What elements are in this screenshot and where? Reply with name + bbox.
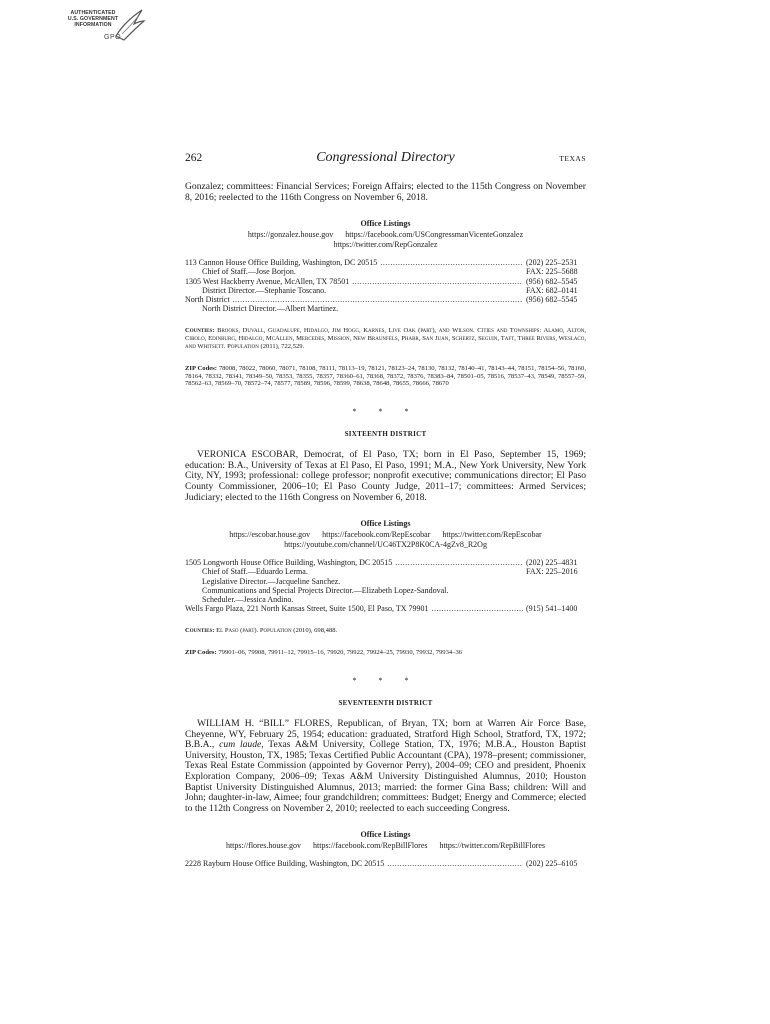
flores-twitter-link[interactable]: https://twitter.com/RepBillFlores xyxy=(439,841,546,851)
gonzalez-counties xyxy=(185,327,586,350)
escobar-youtube-link[interactable]: https://youtube.com/channel/UC46TX2P8K0CA-4gZv8_R2Og xyxy=(284,540,487,550)
listing-row xyxy=(185,595,586,604)
escobar-office-listings-heading: Office Listings xyxy=(360,519,411,529)
listing-row xyxy=(185,267,586,276)
gonzalez-website-link[interactable]: https://gonzalez.house.gov xyxy=(247,230,334,240)
listing-fax: FAX: 225–5688 xyxy=(526,267,578,277)
flores-links xyxy=(185,841,586,851)
listing-staff: Chief of Staff.—Jose Borjon. xyxy=(202,267,296,277)
listing-row xyxy=(185,295,586,304)
leader-dots xyxy=(233,295,523,304)
listing-staff: Legislative Director.—Jacqueline Sanchez. xyxy=(202,576,341,586)
counties-text: Brooks, Duvall, Guadalupe, Hidalgo, Jim Hogg, Karnes, Live Oak (part), and Wilson. Cities and Townships: Alamo, Alton, Cibolo, Edinburg, Hidalgo, McAllen, Mercedes, Mission, New Braunfels, Pharr, San Juan, Schertz, Seguin, Taft, Three Rivers, Weslaco, and Whitsett. Population (2011), 722,529. xyxy=(185,327,587,350)
flores-bio-part-1: WILLIAM H. “BILL” FLORES, Republican, of Bryan, TX; born at Warren Air Force Base, Cheyenne, WY, February 25, 1954; education: graduated, Stratford High School, Stratford, TX, 1972; B.B.A., xyxy=(185,717,586,751)
listing-address: 1305 West Hackberry Avenue, McAllen, TX 78501 xyxy=(185,276,350,286)
flores-office-listings xyxy=(185,859,586,868)
listing-row xyxy=(185,558,586,567)
running-header xyxy=(185,150,586,168)
section-separator: * * * xyxy=(352,675,419,685)
leader-dots xyxy=(395,558,523,567)
escobar-twitter-link[interactable]: https://twitter.com/RepEscobar xyxy=(442,530,542,540)
zip-text: 78008, 78022, 78060, 78071, 78108, 78111, 78113–19, 78121, 78123–24, 78130, 78132, 78140–41, 78143–44, 78151, 78154–56, 78160, 78164, 78332, 78341, 78349–50, 78353, 78355, 78357, 78360–61, 78368, 78372, 78376, 78383–84, 78501–05, 78516, 78537–43, 78549, 78557–59, 78562–63, 78569–70, 78572–74, 78577, 78589, 78596, 78599, 78638, 78648, 78655, 78666, 78670 xyxy=(185,364,586,388)
listing-row xyxy=(185,567,586,576)
listing-staff: District Director.—Stephanie Toscano. xyxy=(202,285,327,295)
flores-bio-part-2: , Texas A&M University, College Station, TX, 1976; M.B.A., Houston Baptist University, Houston, TX, 1985; Texas Certified Public Accountant (CPA), 1978–present; commissioner, Texas Real Estate Commission (appointed by Governor Perry), 2004–09; CEO and president, Phoenix Exploration Company, 2006–09; Texas A&M University Distinguished Alumnus, 2010; Houston Baptist University Distinguished Alumnus, 2013; married: the former Gina Bass; children: Will and John; daughter-in-law, Aimee; four grandchildren; committees: Budget; Energy and Commerce; elected to the 112th Congress on November 2, 2010; reelected to each succeeding Congress. xyxy=(185,739,586,814)
gonzalez-zip-codes xyxy=(185,365,586,388)
gonzalez-links xyxy=(185,230,586,250)
seal-line-2: U.S. GOVERNMENT xyxy=(67,16,119,22)
escobar-website-link[interactable]: https://escobar.house.gov xyxy=(229,530,311,540)
leader-dots xyxy=(431,604,523,613)
listing-row xyxy=(185,286,586,295)
leader-dots xyxy=(380,258,523,267)
counties-text: El Paso (part). Population (2010), 698,488. xyxy=(216,627,338,635)
counties-label: Counties: xyxy=(185,627,215,635)
zip-text: 79901–06, 79908, 79911–12, 79915–16, 79920, 79922, 79924–25, 79930, 79932, 79934–36 xyxy=(218,649,463,657)
leader-dots xyxy=(352,277,523,286)
gonzalez-office-listings-heading: Office Listings xyxy=(360,219,411,229)
listing-phone: (956) 682–5545 xyxy=(526,276,578,286)
listing-row xyxy=(185,277,586,286)
flores-website-link[interactable]: https://flores.house.gov xyxy=(225,841,302,851)
escobar-links xyxy=(185,530,586,550)
gpo-authentication-seal xyxy=(62,6,152,48)
listing-phone: (202) 225–4831 xyxy=(526,558,578,568)
listing-row xyxy=(185,586,586,595)
listing-phone: (956) 682–5545 xyxy=(526,295,578,304)
listing-row xyxy=(185,304,586,313)
gonzalez-facebook-link[interactable]: https://facebook.com/USCongressmanVicenteGonzalez xyxy=(345,230,524,240)
listing-staff: Scheduler.—Jessica Andino. xyxy=(202,594,294,604)
counties-label: Counties: xyxy=(185,327,215,335)
escobar-counties xyxy=(185,627,586,635)
gonzalez-bio-continuation: Gonzalez; committees: Financial Services; Foreign Affairs; elected to the 115th Congress on November 8, 2016; reelected to the 116th Congress on November 6, 2018. xyxy=(185,181,586,203)
listing-address: 113 Cannon House Office Building, Washington, DC 20515 xyxy=(185,258,378,268)
section-separator: * * * xyxy=(352,407,419,417)
escobar-district-heading: SIXTEENTH DISTRICT xyxy=(344,430,427,439)
flores-bio xyxy=(185,719,586,814)
flores-bio-italic: cum laude xyxy=(219,739,262,751)
listing-row xyxy=(185,258,586,267)
listing-fax: FAX: 225–2016 xyxy=(526,567,578,577)
seal-line-3: INFORMATION xyxy=(74,22,112,28)
listing-address: 1505 Longworth House Office Building, Washington, DC 20515 xyxy=(185,558,393,568)
seal-gpo-label: GPO xyxy=(104,34,122,41)
listing-fax: FAX: 682–0141 xyxy=(526,285,578,295)
escobar-office-listings xyxy=(185,558,586,613)
listing-phone: (202) 225–2531 xyxy=(526,258,578,268)
seal-line-1: AUTHENTICATED xyxy=(70,10,116,16)
zip-label: ZIP Codes: xyxy=(185,364,217,372)
eagle-icon xyxy=(112,6,146,46)
listing-row xyxy=(185,604,586,613)
listing-staff: Chief of Staff.—Eduardo Lerma. xyxy=(202,567,308,577)
page-number: 262 xyxy=(185,152,203,164)
zip-label: ZIP Codes: xyxy=(185,649,217,657)
directory-page xyxy=(185,150,586,869)
listing-address: 2228 Rayburn House Office Building, Washington, DC 20515 xyxy=(185,859,385,869)
listing-phone: (915) 541–1400 xyxy=(526,604,578,614)
flores-office-listings-heading: Office Listings xyxy=(360,830,411,840)
escobar-facebook-link[interactable]: https://facebook.com/RepEscobar xyxy=(322,530,431,540)
listing-staff: North District Director.—Albert Martinez. xyxy=(202,304,339,314)
listing-row xyxy=(185,859,586,868)
state-label: TEXAS xyxy=(559,154,586,163)
flores-district-heading: SEVENTEENTH DISTRICT xyxy=(338,698,433,707)
leader-dots xyxy=(387,859,523,868)
gonzalez-twitter-link[interactable]: https://twitter.com/RepGonzalez xyxy=(333,240,438,250)
escobar-bio: VERONICA ESCOBAR, Democrat, of El Paso, TX; born in El Paso, September 15, 1969; education: B.A., University of Texas at El Paso, El Paso, 1991; M.A., New York University, New York City, NY, 1993; professional: college professor; nonprofit executive; communications director; El Paso County Commissioner, 2006–10; El Paso County Judge, 2011–17; committees: Armed Services; Judiciary; elected to the 116th Congress on November 6, 2018. xyxy=(185,449,586,503)
listing-row xyxy=(185,577,586,586)
listing-address: Wells Fargo Plaza, 221 North Kansas Street, Suite 1500, El Paso, TX 79901 xyxy=(185,604,429,614)
escobar-zip-codes xyxy=(185,649,586,657)
listing-address: North District xyxy=(185,295,230,304)
listing-phone: (202) 225–6105 xyxy=(526,859,578,869)
page-title: Congressional Directory xyxy=(316,150,455,165)
flores-facebook-link[interactable]: https://facebook.com/RepBillFlores xyxy=(313,841,428,851)
gonzalez-office-listings xyxy=(185,258,586,313)
listing-staff: Communications and Special Projects Director.—Elizabeth Lopez-Sandoval. xyxy=(202,585,449,595)
